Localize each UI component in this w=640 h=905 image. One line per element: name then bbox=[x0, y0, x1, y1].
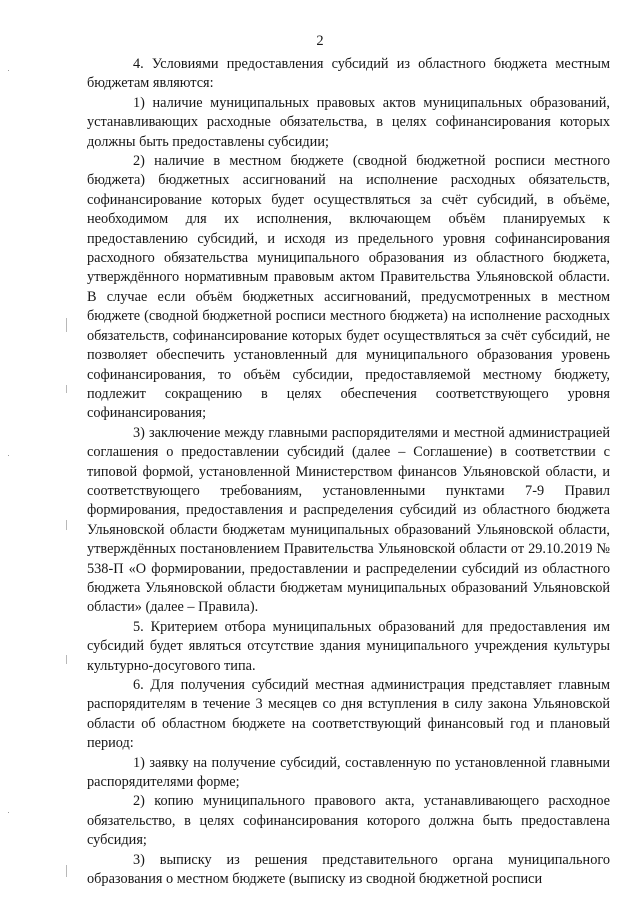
document-body bbox=[87, 55, 610, 889]
scan-mark bbox=[66, 520, 67, 530]
scan-dot bbox=[8, 812, 9, 813]
paragraph: 1) заявку на получение субсидий, составленную по установленной главными распорядителями форме; bbox=[87, 754, 610, 791]
scan-dot bbox=[8, 455, 9, 456]
paragraph: 3) заключение между главными распорядителями и местной администрацией соглашения о предоставлении субсидий (далее – Соглашение) в соответствии с типовой формой, установленной Министерством финансов Ульяновской области, и соответствующего требованиям, установленными пунктами 7-9 Правил формирования, предоставления и распределения субсидий из областного бюджета Ульяновской области бюджетам муниципальных образований Ульяновской области, утверждённых постановлением Правительства Ульяновской области от 29.10.2019 № 538-П «О формировании, предоставлении и распределении субсидий из областного бюджета Ульяновской области бюджетам муниципальных образований Ульяновской области» (далее – Правила). bbox=[87, 424, 610, 616]
paragraph: 3) выписку из решения представительного органа муниципального образования о местном бюджете (выписку из сводной бюджетной росписи bbox=[87, 851, 610, 888]
scan-dot bbox=[8, 70, 9, 71]
paragraph: 2) наличие в местном бюджете (сводной бюджетной росписи местного бюджета) бюджетных ассигнований на исполнение расходных обязательств, софинансирование которых будет осуществляться за счёт субсидий, в объёме, необходимом для их исполнения, включающем объём планируемых к предоставлению субсидий, и исходя из предельного уровня софинансирования расходного обязательства муниципального образования из областного бюджета, утверждённого нормативным правовым актом Правительства Ульяновской области. В случае если объём бюджетных ассигнований, предусмотренных в местном бюджете (сводной бюджетной росписи местного бюджета) на исполнение расходных обязательств, софинансирование которых будет осуществляться за счёт субсидий, не позволяет обеспечить установленный для муниципального образования уровень софинансирования, то объём субсидии, предоставляемой местному бюджету, подлежит сокращению в целях обеспечения соответствующего уровня софинансирования; bbox=[87, 153, 610, 422]
scan-mark bbox=[66, 865, 67, 877]
scan-mark bbox=[66, 318, 67, 332]
scan-mark bbox=[66, 385, 67, 393]
paragraph: 6. Для получения субсидий местная администрация представляет главным распорядителям в течение 3 месяцев со дня вступления в силу закона Ульяновской области об областном бюджете на соответствующий финансовый год и плановый период: bbox=[87, 677, 610, 752]
paragraph: 4. Условиями предоставления субсидий из областного бюджета местным бюджетам являются: bbox=[87, 56, 610, 92]
scan-mark bbox=[66, 655, 67, 664]
page-number: 2 bbox=[316, 33, 324, 49]
paragraph: 2) копию муниципального правового акта, устанавливающего расходное обязательство, в целях софинансирования которого должна быть предоставлена субсидия; bbox=[87, 793, 610, 849]
paragraph: 5. Критерием отбора муниципальных образований для предоставления им субсидий будет являться отсутствие здания муниципального учреждения культуры культурно-досугового типа. bbox=[87, 618, 610, 674]
paragraph: 1) наличие муниципальных правовых актов муниципальных образований, устанавливающих расходные обязательства, в целях софинансирования которых должны быть предоставлены субсидии; bbox=[87, 94, 610, 150]
